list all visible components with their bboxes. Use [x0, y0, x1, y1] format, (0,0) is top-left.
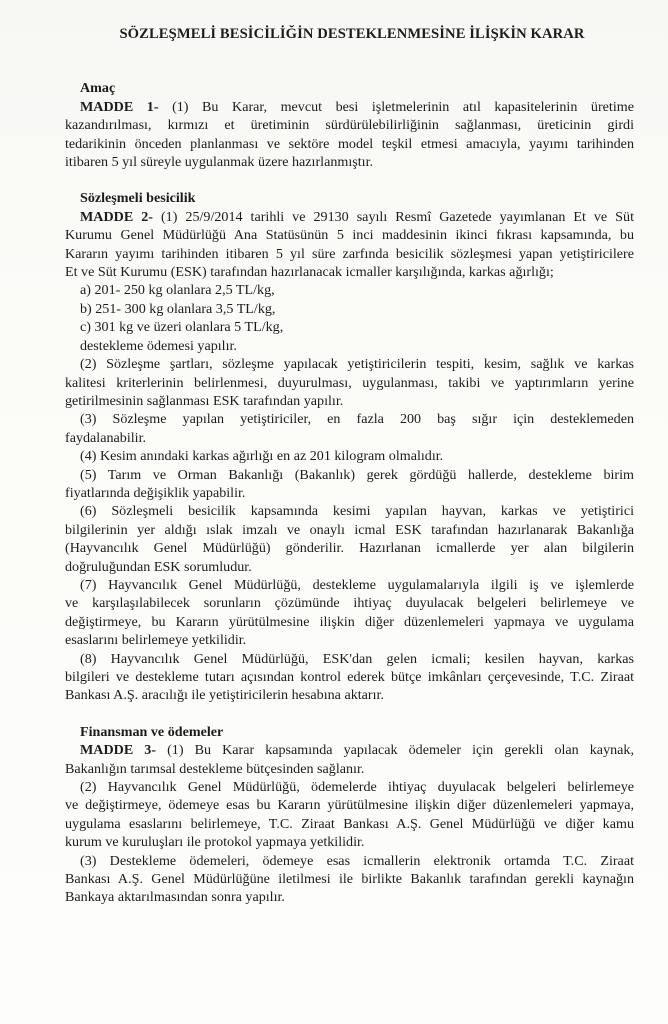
article-2-p2-line-1: (2) Sözleşme şartları, sözleşme yapılacak yetiştiricilerin tespiti, kesim, sağlık ve karkas [80, 356, 634, 373]
article-3-p2-line-2: ve değiştirmeye, ödemeye esas bu Kararın yürütülmesine ilişkin diğer düzenlemeleri yapmaya, [65, 797, 634, 814]
article-2-list-item-c: c) 301 kg ve üzeri olanlara 5 TL/kg, [80, 319, 284, 336]
article-2-p2-line-3: getirilmesinin sağlanması ESK tarafından yapılır. [65, 392, 344, 409]
article-3-p3-line-3: Bankaya aktarılmasından sonra yapılır. [65, 889, 285, 906]
article-2-p8-line-1: (8) Hayvancılık Genel Müdürlüğü, ESK'dan gelen icmali; kesilen hayvan, karkas [80, 650, 634, 667]
article-2-p6-line-4: doğruluğundan ESK sorumludur. [65, 558, 252, 575]
article-2-p1-line-1: MADDE 2- (1) 25/9/2014 tarihli ve 29130 sayılı Resmî Gazetede yayımlanan Et ve Süt [80, 208, 634, 225]
article-1-label: MADDE 1- [80, 98, 159, 115]
article-3-p2-line-3: uygulama esaslarını belirlemeye, T.C. Ziraat Bankası A.Ş. Genel Müdürlüğü ve diğer kamu [65, 815, 634, 832]
article-2-p4-line-1: (4) Kesim anındaki karkas ağırlığı en az 201 kilogram olmalıdır. [80, 448, 444, 465]
article-1-line-1: MADDE 1- (1) Bu Karar, mevcut besi işletmelerinin atıl kapasitelerinin üretime [80, 98, 634, 115]
section-heading-amac: Amaç [80, 80, 116, 97]
article-2-p6-line-3: (Hayvancılık Genel Müdürlüğü) gönderilir. Hazırlanan icmallerde yer alan bilgilerin [65, 540, 634, 557]
article-2-p2-line-2: kalitesi kriterlerinin belirlenmesi, duyurulması, uygulanması, takibi ve yaptırımların yerine [65, 374, 634, 391]
article-2-p6-line-1: (6) Sözleşmeli besicilik kapsamında kesimi yapılan hayvan, karkas ve yetiştirici [80, 503, 634, 520]
article-2-list-item-b: b) 251- 300 kg olanlara 3,5 TL/kg, [80, 300, 276, 317]
article-3-label: MADDE 3- [80, 742, 157, 759]
article-1-line-4: itibaren 5 yıl süreyle uygulanmak üzere hazırlanmıştır. [65, 154, 374, 171]
article-3-p3-line-1: (3) Destekleme ödemeleri, ödemeye esas icmallerin elektronik ortamda T.C. Ziraat [80, 852, 634, 869]
article-1-line-2: kazandırılması, kırmızı et üretiminin sürdürülebilirliğinin sağlanması, üreticinin girdi [65, 117, 634, 134]
article-2-p8-line-2: bilgileri ve destekleme tutarı açısından kontrol ederek bütçe imkânları çerçevesinde, T.C. Ziraat [65, 669, 634, 685]
article-2-p3-line-1: (3) Sözleşme yapılan yetiştiriciler, en fazla 200 baş sığır için desteklemeden [80, 411, 634, 428]
document-title: SÖZLEŞMELİ BESİCİLİĞİN DESTEKLENMESİNE İLİŞKİN KARAR [119, 26, 585, 42]
article-2-p1-line-3: Kararın yayımı tarihinden itibaren 5 yıl süre zarfında besicilik sözleşmesi yapan yetiştiricilere [65, 245, 634, 262]
article-2-p7-line-2: ve karşılaşılabilecek sorunların çözümünde ihtiyaç duyulacak belgeleri belirlemeye ve [65, 595, 634, 612]
section-finansman [65, 723, 634, 907]
article-2-label: MADDE 2- [80, 208, 153, 225]
article-2-p6-line-2: bilgilerinin yer aldığı ıslak imzalı ve onaylı icmal ESK tarafından hazırlanarak Bakanlığa [65, 521, 634, 538]
article-3-p2-line-4: kurum ve kuruluşları ile protokol yapmaya yetkilidir. [65, 834, 365, 851]
article-3-p1-line-1: MADDE 3- (1) Bu Karar kapsamında yapılacak ödemeler için gerekli olan kaynak, [80, 742, 634, 759]
article-3-p3-line-2: Bankası A.Ş. Genel Müdürlüğüne iletilmesi ile birlikte Bakanlık tarafından gerekli kaynağın [65, 871, 634, 888]
section-amac [65, 79, 634, 171]
article-3-p1-line-2: Bakanlığın tarımsal destekleme bütçesinden sağlanır. [65, 760, 365, 777]
article-2-p7-line-4: esaslarını belirlemeye yetkilidir. [65, 632, 247, 649]
section-besicilik [65, 189, 634, 704]
article-2-p3-line-2: faydalanabilir. [65, 429, 147, 446]
article-3-p2-line-1: (2) Hayvancılık Genel Müdürlüğü, ödemelerde ihtiyaç duyulacak belgeleri belirlemeye [80, 779, 634, 796]
section-heading-besicilik: Sözleşmeli besicilik [80, 190, 196, 207]
article-2-p1-line-4: Et ve Süt Kurumu (ESK) tarafından hazırlanacak icmaller karşılığında, karkas ağırlığı; [65, 264, 554, 281]
article-2-p5-line-2: fiyatlarında değişiklik yapabilir. [65, 484, 246, 501]
article-2-p8-line-3: Bankası A.Ş. aracılığı ile yetiştiricilerin hesabına aktarır. [65, 687, 384, 704]
article-2-p7-line-3: değiştirmeye, bu Kararın yürütülmesine ilişkin diğer düzenlemeleri yapmaya ve uygulama [65, 613, 634, 630]
section-heading-finansman: Finansman ve ödemeler [80, 723, 224, 740]
article-2-list-item-a: a) 201- 250 kg olanlara 2,5 TL/kg, [80, 282, 275, 299]
article-1-line-3: tedarikinin önceden planlanması ve sektöre model teşkil etmesi amacıyla, yayımı tarihinden [65, 135, 634, 152]
article-2-p5-line-1: (5) Tarım ve Orman Bakanlığı (Bakanlık) gerek gördüğü hallerde, destekleme birim [80, 466, 634, 483]
article-2-p1-line-2: Kurumu Genel Müdürlüğü Ana Statüsünün 5 inci maddesinin ikinci fıkrası kapsamında, bu [65, 227, 634, 244]
article-2-p7-line-1: (7) Hayvancılık Genel Müdürlüğü, destekleme uygulamalarıyla ilgili iş ve işlemlerde [80, 576, 634, 593]
article-2-list-tail: destekleme ödemesi yapılır. [80, 337, 237, 354]
